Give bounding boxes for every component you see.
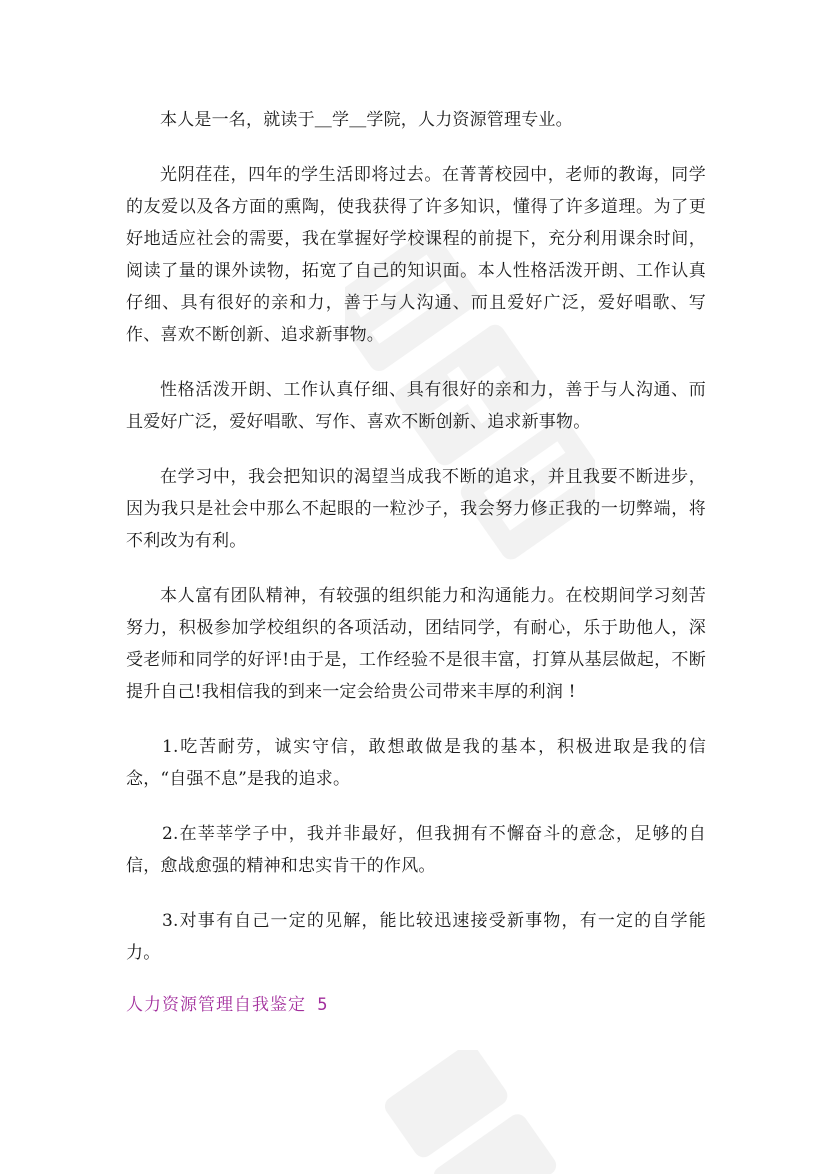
document-body bbox=[126, 104, 706, 969]
section-heading: 人力资源管理自我鉴定 5 bbox=[126, 995, 329, 1015]
paragraph-learning: 在学习中，我会把知识的渴望当成我不断的追求，并且我要不断进步，因为我只是社会中那么不起眼的一粒沙子，我会努力修正我的一切弊端，将不利改为有利。 bbox=[126, 467, 706, 551]
paragraph-personality: 性格活泼开朗、工作认真仔细、具有很好的亲和力，善于与人沟通、而且爱好广泛，爱好唱歌、写作、喜欢不断创新、追求新事物。 bbox=[126, 380, 706, 432]
paragraph-teamwork: 本人富有团队精神，有较强的组织能力和沟通能力。在校期间学习刻苦努力，积极参加学校组织的各项活动，团结同学，有耐心，乐于助他人，深受老师和同学的好评!由于是，工作经验不是很丰富，打算从基层做起，不断提升自己!我相信我的到来一定会给贵公司带来丰厚的利润 ! bbox=[126, 586, 706, 702]
list-item: 1.吃苦耐劳，诚实守信，敢想敢做是我的基本，积极进取是我的信念，“自强不息”是我的追求。 bbox=[126, 737, 706, 789]
list-item: 3.对事有自己一定的见解，能比较迅速接受新事物，有一定的自学能力。 bbox=[126, 911, 706, 963]
watermark-logo-icon bbox=[360, 1050, 560, 1174]
list-item: 2.在莘莘学子中，我并非最好，但我拥有不懈奋斗的意念，足够的自信，愈战愈强的精神和忠实肯干的作风。 bbox=[126, 824, 706, 876]
paragraph-intro: 本人是一名，就读于＿学＿学院，人力资源管理专业。 bbox=[160, 110, 573, 130]
paragraph-college-life: 光阴荏荏，四年的学生活即将过去。在菁菁校园中，老师的教诲，同学的友爱以及各方面的熏陶，使我获得了许多知识，懂得了许多道理。为了更好地适应社会的需要，我在掌握好学校课程的前提下，充分利用课余时间，阅读了量的课外读物，拓宽了自己的知识面。本人性格活泼开朗、工作认真仔细、具有很好的亲和力，善于与人沟通、而且爱好广泛，爱好唱歌、写作、喜欢不断创新、追求新事物。 bbox=[126, 165, 706, 345]
